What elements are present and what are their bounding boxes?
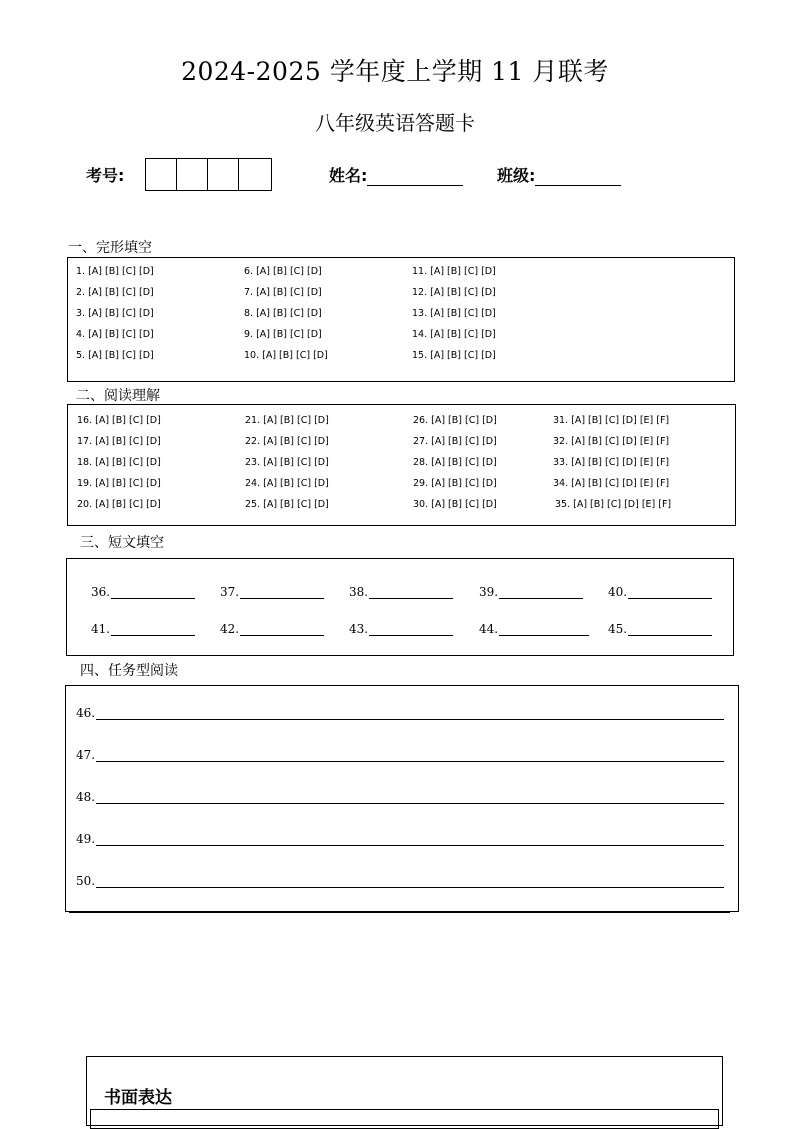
blank-line[interactable] [628, 587, 712, 599]
blank-41[interactable] [91, 622, 195, 636]
choice-item[interactable]: 34. [A] [B] [C] [D] [E] [F] [553, 478, 670, 489]
name-input-line[interactable] [367, 168, 463, 186]
task-row-46[interactable] [76, 706, 724, 720]
answer-line[interactable] [96, 834, 724, 846]
choice-item[interactable]: 11. [A] [B] [C] [D] [412, 266, 496, 277]
task-number: 50. [76, 874, 96, 888]
task-number: 48. [76, 790, 96, 804]
blank-number: 41. [91, 622, 111, 636]
blank-number: 45. [608, 622, 628, 636]
choice-item[interactable]: 8. [A] [B] [C] [D] [244, 308, 322, 319]
blank-number: 39. [479, 585, 499, 599]
section4-title: 四、任务型阅读 [80, 663, 178, 679]
blank-number: 36. [91, 585, 111, 599]
choice-item[interactable]: 30. [A] [B] [C] [D] [413, 499, 497, 510]
choice-item[interactable]: 28. [A] [B] [C] [D] [413, 457, 497, 468]
task-number: 47. [76, 748, 96, 762]
section1-box [67, 257, 735, 382]
section4-box [65, 685, 739, 912]
blank-line[interactable] [111, 587, 195, 599]
section4-shadow-line [69, 912, 730, 913]
page-subtitle: 八年级英语答题卡 [315, 111, 475, 135]
choice-item[interactable]: 21. [A] [B] [C] [D] [245, 415, 329, 426]
exam-no-cell[interactable] [208, 159, 239, 190]
blank-number: 40. [608, 585, 628, 599]
blank-line[interactable] [628, 624, 712, 636]
essay-inner-box[interactable] [90, 1109, 719, 1129]
choice-item[interactable]: 29. [A] [B] [C] [D] [413, 478, 497, 489]
choice-item[interactable]: 33. [A] [B] [C] [D] [E] [F] [553, 457, 670, 468]
essay-title: 书面表达 [104, 1088, 172, 1108]
exam-no-label: 考号: [86, 166, 125, 185]
blank-42[interactable] [220, 622, 324, 636]
blank-38[interactable] [349, 585, 453, 599]
blank-36[interactable] [91, 585, 195, 599]
blank-line[interactable] [111, 624, 195, 636]
class-input-line[interactable] [535, 168, 621, 186]
blank-number: 44. [479, 622, 499, 636]
class-field[interactable] [497, 163, 621, 186]
choice-item[interactable]: 19. [A] [B] [C] [D] [77, 478, 161, 489]
choice-item[interactable]: 26. [A] [B] [C] [D] [413, 415, 497, 426]
choice-item[interactable]: 24. [A] [B] [C] [D] [245, 478, 329, 489]
choice-item[interactable]: 13. [A] [B] [C] [D] [412, 308, 496, 319]
task-row-47[interactable] [76, 748, 724, 762]
choice-item[interactable]: 12. [A] [B] [C] [D] [412, 287, 496, 298]
task-number: 49. [76, 832, 96, 846]
section2-box [67, 404, 736, 526]
answer-line[interactable] [96, 708, 724, 720]
choice-item[interactable]: 15. [A] [B] [C] [D] [412, 350, 496, 361]
choice-item[interactable]: 3. [A] [B] [C] [D] [76, 308, 154, 319]
blank-line[interactable] [369, 587, 453, 599]
task-row-50[interactable] [76, 874, 724, 888]
choice-item[interactable]: 16. [A] [B] [C] [D] [77, 415, 161, 426]
blank-43[interactable] [349, 622, 453, 636]
choice-item[interactable]: 27. [A] [B] [C] [D] [413, 436, 497, 447]
choice-item[interactable]: 32. [A] [B] [C] [D] [E] [F] [553, 436, 670, 447]
section1-col [412, 266, 496, 371]
choice-item[interactable]: 2. [A] [B] [C] [D] [76, 287, 154, 298]
blank-line[interactable] [369, 624, 453, 636]
page-title: 2024-2025 学年度上学期 11 月联考 [181, 57, 609, 86]
choice-item[interactable]: 18. [A] [B] [C] [D] [77, 457, 161, 468]
task-row-49[interactable] [76, 832, 724, 846]
section1-title: 一、完形填空 [68, 240, 152, 256]
exam-no-cell[interactable] [239, 159, 270, 190]
section2-col [77, 415, 161, 520]
blank-line[interactable] [240, 587, 324, 599]
blank-44[interactable] [479, 622, 589, 636]
blank-40[interactable] [608, 585, 712, 599]
name-field[interactable] [329, 163, 463, 186]
answer-line[interactable] [96, 750, 724, 762]
class-label: 班级: [497, 166, 536, 185]
section3-title: 三、短文填空 [80, 535, 164, 551]
choice-item[interactable]: 14. [A] [B] [C] [D] [412, 329, 496, 340]
answer-line[interactable] [96, 792, 724, 804]
essay-box [86, 1056, 723, 1126]
section2-title: 二、阅读理解 [76, 388, 160, 404]
blank-line[interactable] [240, 624, 324, 636]
choice-item[interactable]: 7. [A] [B] [C] [D] [244, 287, 322, 298]
blank-39[interactable] [479, 585, 583, 599]
choice-item[interactable]: 17. [A] [B] [C] [D] [77, 436, 161, 447]
task-row-48[interactable] [76, 790, 724, 804]
choice-item[interactable]: 31. [A] [B] [C] [D] [E] [F] [553, 415, 670, 426]
choice-item[interactable]: 22. [A] [B] [C] [D] [245, 436, 329, 447]
section3-box [66, 558, 734, 656]
section2-col [245, 415, 329, 520]
exam-no-boxes[interactable] [145, 158, 272, 191]
section2-col [413, 415, 497, 520]
blank-number: 42. [220, 622, 240, 636]
choice-item[interactable]: 10. [A] [B] [C] [D] [244, 350, 328, 361]
section1-col [76, 266, 154, 371]
answer-line[interactable] [96, 876, 724, 888]
blank-45[interactable] [608, 622, 712, 636]
choice-item[interactable]: 4. [A] [B] [C] [D] [76, 329, 154, 340]
choice-item[interactable]: 25. [A] [B] [C] [D] [245, 499, 329, 510]
choice-item[interactable]: 1. [A] [B] [C] [D] [76, 266, 154, 277]
choice-item[interactable]: 35. [A] [B] [C] [D] [E] [F] [555, 499, 672, 510]
choice-item[interactable]: 20. [A] [B] [C] [D] [77, 499, 161, 510]
exam-no-cell[interactable] [177, 159, 208, 190]
blank-number: 43. [349, 622, 369, 636]
exam-no-cell[interactable] [146, 159, 177, 190]
blank-line[interactable] [499, 587, 583, 599]
choice-item[interactable]: 6. [A] [B] [C] [D] [244, 266, 322, 277]
choice-item[interactable]: 9. [A] [B] [C] [D] [244, 329, 322, 340]
blank-number: 37. [220, 585, 240, 599]
name-label: 姓名: [329, 166, 368, 185]
task-number: 46. [76, 706, 96, 720]
choice-item[interactable]: 5. [A] [B] [C] [D] [76, 350, 154, 361]
section1-col [244, 266, 328, 371]
blank-line[interactable] [499, 624, 589, 636]
choice-item[interactable]: 23. [A] [B] [C] [D] [245, 457, 329, 468]
blank-number: 38. [349, 585, 369, 599]
section2-col [553, 415, 671, 520]
blank-37[interactable] [220, 585, 324, 599]
